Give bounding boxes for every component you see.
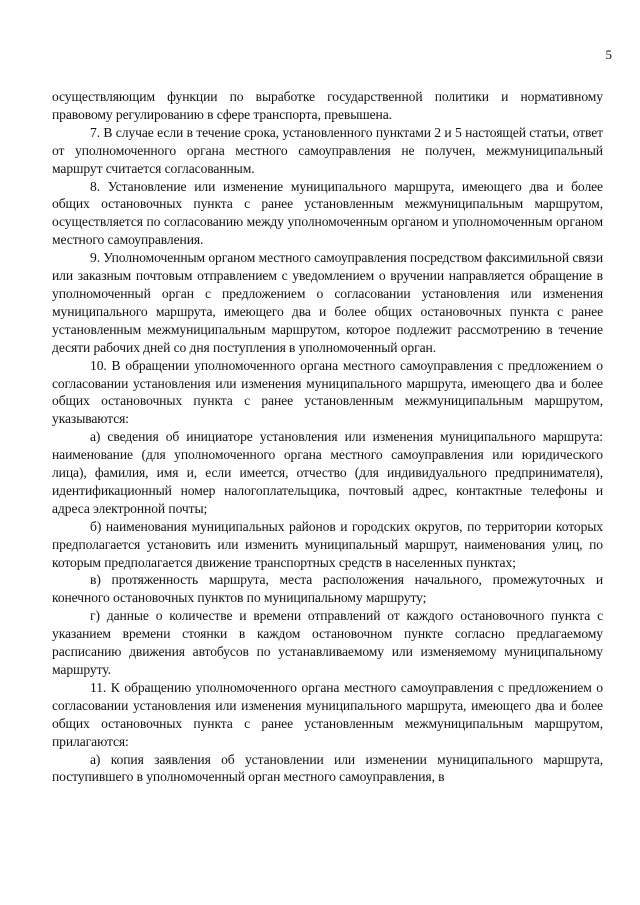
paragraph-continuation: осуществляющим функции по выработке государственной политики и нормативному правовому регулированию в сфере транспорта, превышена. [52, 89, 603, 122]
paragraph-item-10-a: а) сведения об инициаторе установления или изменения муниципального маршрута: наименование (для уполномоченного органа местного самоуправления или юридического лица), фамилия, имя и, если имеется, отчество (для индивидуального предпринимателя), идентификационный номер налогоплательщика, почтовый адрес, контактные телефоны и адреса электронной почты; [52, 429, 603, 516]
paragraph-item-11-a: а) копия заявления об установлении или изменении муниципального маршрута, поступившего в уполномоченный орган местного самоуправления, в [52, 751, 603, 785]
paragraph-item-10-g: г) данные о количестве и времени отправлений от каждого остановочного пункта с указанием времени стоянки в каждом остановочном пункте согласно предлагаемому расписанию движения автобусов по устанавливаемому или изменяемому муниципальному маршруту. [52, 608, 603, 677]
paragraph-item-10-v: в) протяженность маршрута, места расположения начального, промежуточных и конечного остановочных пунктов по муниципальному маршруту; [52, 572, 603, 606]
page-number: 5 [605, 47, 612, 62]
paragraph-item-10-b: б) наименования муниципальных районов и городских округов, по территории которых предполагается установить или изменить муниципальный маршрут, наименования улиц, по которым предполагается движение транспортных средств в населенных пунктах; [52, 518, 603, 570]
paragraph-item-8: 8. Установление или изменение муниципального маршрута, имеющего два и более общих остановочных пункта с ранее установленным межмуниципальным маршрутом, осуществляется по согласованию между уполномоченным органом и уполномоченным органом местного самоуправления. [52, 178, 603, 248]
document-body [52, 88, 603, 786]
paragraph-item-9: 9. Уполномоченным органом местного самоуправления посредством факсимильной связи или заказным почтовым отправлением с уведомлением о вручении направляется обращение в уполномоченный орган с предложением о согласовании установления или изменения муниципального маршрута, имеющего два и более общих остановочных пункта с ранее установленным межмуниципальным маршрутом, которое подлежит рассмотрению в течение десяти рабочих дней со дня поступления в уполномоченный орган. [52, 250, 603, 355]
paragraph-item-11: 11. К обращению уполномоченного органа местного самоуправления с предложением о согласовании установления или изменения муниципального маршрута, имеющего два и более общих остановочных пункта с ранее установленным межмуниципальным маршрутом, прилагаются: [52, 679, 603, 749]
paragraph-item-7: 7. В случае если в течение срока, установленного пунктами 2 и 5 настоящей статьи, ответ от уполномоченного органа местного самоуправления не получен, межмуниципальный маршрут считается согласованным. [52, 124, 603, 176]
paragraph-item-10: 10. В обращении уполномоченного органа местного самоуправления с предложением о согласовании установления или изменения муниципального маршрута, имеющего два и более общих остановочных пункта с ранее установленным межмуниципальным маршрутом, указываются: [52, 357, 603, 427]
